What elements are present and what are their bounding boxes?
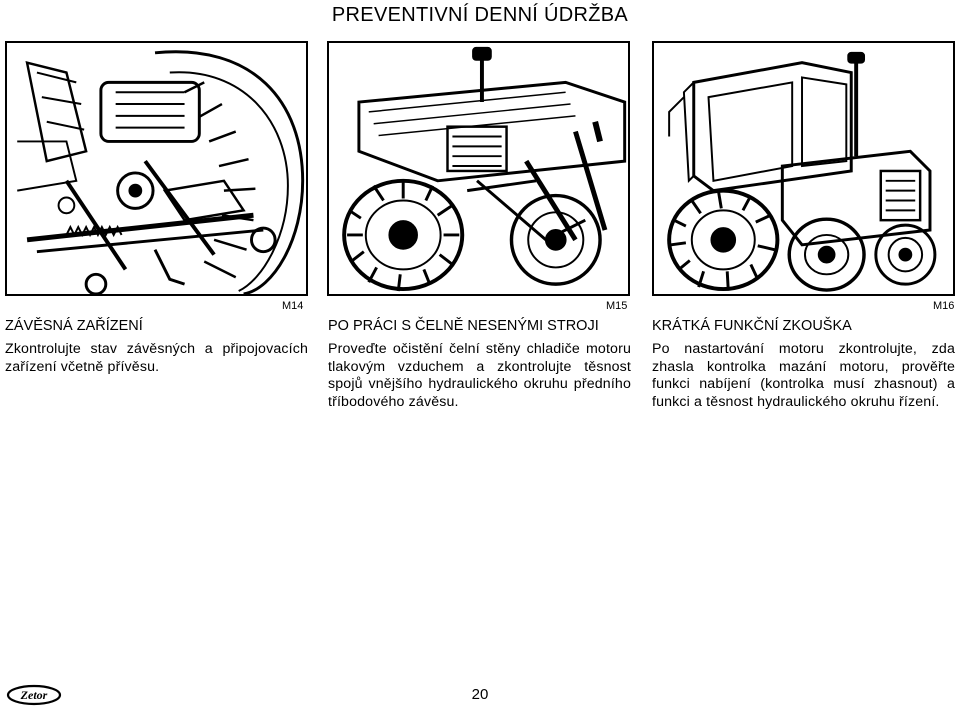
hitch-drawing xyxy=(7,43,306,294)
figure-code: M14 xyxy=(282,300,304,312)
section-heading: ZÁVĚSNÁ ZAŘÍZENÍ xyxy=(5,318,143,334)
section-hitch xyxy=(5,318,308,376)
section-body: Po nastartování motoru zkontrolujte, zda zhasla kontrolka mazání motoru, prověřte funkci nabíjení (kontrolka musí zhasnout) a funkci a těsnost hydraulického okruhu řízení. xyxy=(652,341,955,410)
figure-code: M16 xyxy=(933,300,955,312)
front-tractor-drawing xyxy=(329,43,628,294)
front-hitch-illustration xyxy=(327,41,630,296)
figure-code: M15 xyxy=(606,300,628,312)
page-number: 20 xyxy=(471,686,489,703)
tractor-cab-drawing xyxy=(654,43,953,294)
section-function-test xyxy=(652,318,955,411)
section-heading: KRÁTKÁ FUNKČNÍ ZKOUŠKA xyxy=(652,318,852,334)
page-title: PREVENTIVNÍ DENNÍ ÚDRŽBA xyxy=(331,4,629,26)
section-heading: PO PRÁCI S ČELNĚ NESENÝMI STROJI xyxy=(328,318,599,334)
section-front-hitch xyxy=(328,318,631,411)
tractor-cab-illustration xyxy=(652,41,955,296)
logo-text: Zetor xyxy=(20,688,48,702)
hitch-illustration xyxy=(5,41,308,296)
section-body: Zkontrolujte stav závěsných a připojovacích zařízení včetně přívěsu. xyxy=(5,341,308,375)
section-body: Proveďte očistění čelní stěny chladiče motoru tlakovým vzduchem a zkontrolujte těsnost spojů vnějšího hydraulického okruhu předního tříbodového závěsu. xyxy=(328,341,631,410)
